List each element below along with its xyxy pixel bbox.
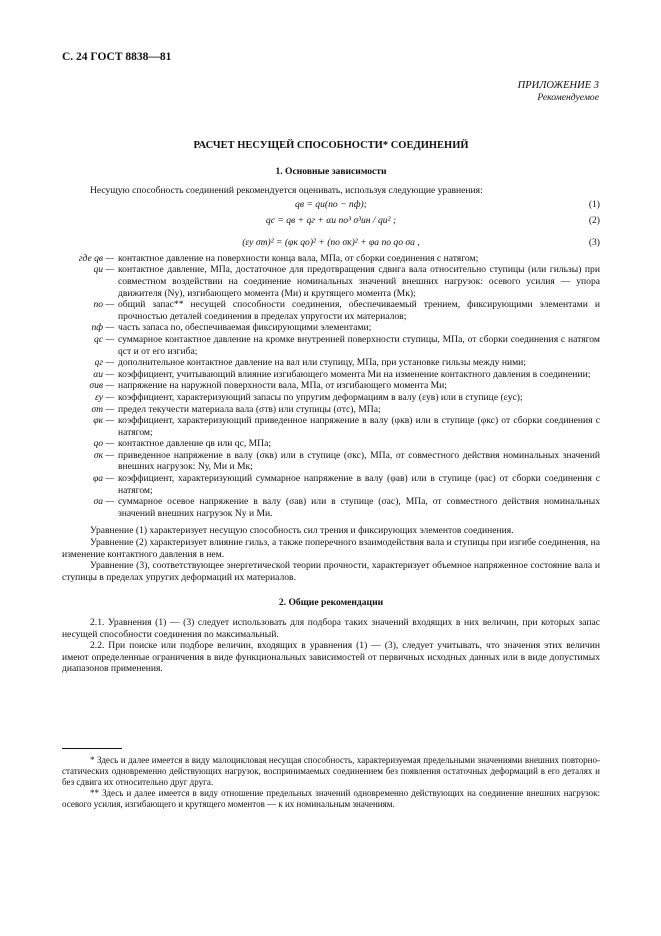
equation-formula: qв = qи(nо − nф);: [295, 198, 367, 210]
definition-item: [62, 380, 600, 392]
definition-text: дополнительное контактное давление на вал или ступицу, МПа, при установке гильзы между ними;: [118, 357, 526, 369]
definition-item: [62, 357, 600, 369]
definition-item: [62, 438, 600, 450]
definition-symbol: nф —: [91, 322, 114, 334]
definition-symbol: φа —: [92, 473, 114, 485]
definition-item: [62, 253, 600, 265]
paragraph: Уравнение (3), соответствующее энергетической теории прочности, характеризует объемное напряженное состояние вала и ступицы в пределах упругих деформаций их материалов.: [62, 560, 600, 583]
equation: [62, 199, 600, 213]
definition-symbol: qи —: [93, 264, 114, 276]
definition-symbol: σк —: [93, 449, 114, 461]
definition-item: [62, 496, 600, 519]
definition-item: [62, 473, 600, 496]
definition-item: [62, 299, 600, 322]
definition-text: часть запаса nо, обеспечиваемая фиксирующими элементами;: [118, 322, 372, 334]
appendix-number: ПРИЛОЖЕНИЕ 3: [517, 80, 599, 91]
definition-symbol: nо —: [93, 299, 114, 311]
definition-text: общий запас** несущей способности соединения, обеспечиваемый трением, фиксирующими элементами и прочностью деталей соединения в пределах упругости их материалов;: [118, 299, 600, 322]
definition-symbol: εу —: [95, 391, 114, 403]
definition-text: напряжение на наружной поверхности вала, МПа, от изгибающего момента Mи;: [118, 380, 447, 392]
definition-symbol: σт —: [91, 403, 114, 415]
equation: [62, 237, 600, 251]
equations: [62, 199, 600, 251]
definition-text: контактное давление qв или qс, МПа;: [118, 438, 272, 450]
definition-symbol: σа —: [93, 496, 114, 508]
definition-text: контактное давление, МПа, достаточное для предотвращения сдвига вала относительно ступицы (или гильзы) при совместном воздействии на соединение номинальных значений внешних нагрузок: осевого усилия — упора движителя (Nу), изгибающего момента (Mи) и крутящего момента (Mк);: [118, 264, 600, 299]
paragraph: Уравнение (2) характеризует влияние гильз, а также поперечного взаимодействия вала и ступицы при изгибе соединения, на изменение контактного давления в нем.: [62, 537, 600, 560]
definition-text: коэффициент, характеризующий суммарное напряжение в валу (φав) или в ступице (φас) от сборки соединения с натягом;: [118, 473, 600, 496]
definition-item: [62, 404, 600, 416]
recommendation-item: 2.2. При поиске или подборе величин, входящих в уравнения (1) — (3), следует учитывать, что значения этих величин имеют определенные ограничения в виде функциональных зависимостей от первичных исходных данных или в виде допустимых диапазонов применения.: [62, 640, 600, 675]
equation-number: (1): [588, 198, 600, 210]
definition-symbol: qо —: [93, 438, 114, 450]
equation: [62, 215, 600, 229]
definition-item: [62, 334, 600, 357]
definition-symbol: qс —: [94, 333, 114, 345]
document-title: РАСЧЕТ НЕСУЩЕЙ СПОСОБНОСТИ* СОЕДИНЕНИЙ: [193, 140, 469, 151]
equation-formula: qс = qв + qг + αи nо³ σ³ин / qи² ;: [265, 214, 397, 226]
definition-text: суммарное контактное давление на кромке внутренней поверхности ступицы, МПа, от сборки соединения с натягом qст и от его изгиба;: [118, 333, 600, 357]
definition-symbol: qг —: [94, 357, 114, 369]
appendix-label: [518, 80, 599, 103]
definition-text: приведенное напряжение в валу (σкв) или в ступице (σкс), МПа, от совместного действия номинальных значений внешних нагрузок: Nу, Mи и Mк;: [118, 449, 600, 473]
definition-item: [62, 264, 600, 299]
footnotes: [62, 748, 600, 810]
definition-symbol: σив —: [89, 380, 114, 392]
definition-symbol: где qв —: [78, 252, 114, 264]
paragraph: Уравнение (1) характеризует несущую способность сил трения и фиксирующих элементов соединения.: [90, 525, 514, 537]
definition-text: предел текучести материала вала (σтв) или ступицы (σтс), МПа;: [118, 403, 381, 415]
definition-symbol: αи —: [93, 368, 114, 380]
page-header: С. 24 ГОСТ 8838—81: [62, 51, 172, 63]
equation-number: (2): [588, 214, 600, 226]
definition-text: коэффициент, характеризующий запасы по упругим деформациям в валу (εув) или в ступице (εус);: [118, 391, 523, 403]
equation-formula: (εу σт)² = (φк qо)² + (nо σк)² + φа nо qо σа ,: [242, 236, 420, 248]
section-1-intro: Несущую способность соединений рекомендуется оценивать, используя следующие уравнения:: [90, 185, 483, 197]
main-content: [62, 140, 600, 675]
definition-text: контактное давление на поверхности конца вала, МПа, от сборки соединения с натягом;: [118, 252, 479, 264]
definition-text: коэффициент, характеризующий приведенное напряжение в валу (φкв) или в ступице (φкс) от сборки соединения с натягом;: [118, 415, 600, 438]
footnote: ** Здесь и далее имеется в виду отношение предельных значений одновременно действующих на соединение внешних нагрузок: осевого усилия, изгибающего и крутящего моментов — к их номинальным значениям.: [62, 788, 600, 809]
definition-text: коэффициент, учитывающий влияние изгибающего момента Mи на изменение контактного давления в соединении;: [118, 368, 591, 380]
definition-item: [62, 392, 600, 404]
definitions-list: [62, 253, 600, 520]
footnote: * Здесь и далее имеется в виду малоцикловая несущая способность, характеризуемая предельными значениями внешних повторно-статических одновременно действующих нагрузок, воспринимаемых соединением без появления остаточных деформаций в его деталях и без сдвига их относительно друг друга.: [62, 755, 600, 787]
footnote-divider: [62, 748, 122, 749]
definition-item: [62, 369, 600, 381]
recommendation-item: 2.1. Уравнения (1) — (3) следует использовать для подбора таких значений входящих в них величин, при которых запас несущей способности соединения nо максимальный.: [62, 617, 600, 640]
definition-symbol: φк —: [93, 415, 114, 427]
definition-text: суммарное осевое напряжение в валу (σав) или в ступице (σас), МПа, от совместного действия номинальных значений внешних нагрузок Nу и Mи.: [118, 496, 600, 519]
definition-item: [62, 415, 600, 438]
definition-item: [62, 322, 600, 334]
section-2-heading: 2. Общие рекомендации: [278, 597, 384, 609]
section-1-heading: 1. Основные зависимости: [275, 165, 387, 177]
definition-item: [62, 450, 600, 473]
equation-number: (3): [588, 236, 600, 248]
appendix-status: Рекомендуемое: [537, 91, 599, 103]
